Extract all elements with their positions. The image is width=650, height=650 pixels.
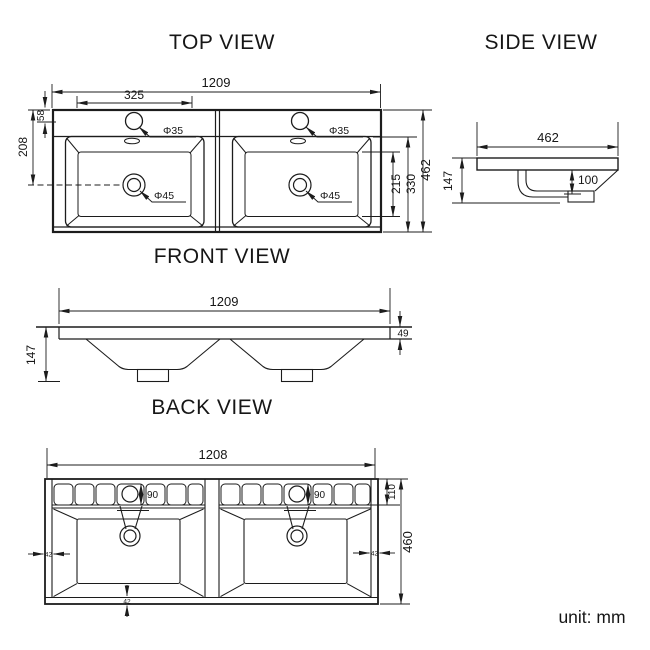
drain-dia-label-right: Φ45 (320, 190, 341, 202)
faucet-hole-left (126, 113, 143, 130)
faucet-span-label: 325 (123, 88, 145, 102)
back-view-title: BACK VIEW (151, 396, 273, 419)
top-view (16, 31, 433, 232)
bottom-gap-label: 42 (123, 598, 131, 606)
back-basin-bottom-right (244, 519, 347, 584)
deck-to-faucet-label: 58 (36, 109, 47, 122)
faucet-hole-right (292, 113, 309, 130)
side-view-bowl-inner-wall (526, 170, 568, 191)
basin-inner-depth-label: 215 (389, 173, 403, 195)
top-band-height-label: 110 (387, 484, 398, 500)
front-view-right-bowl (230, 339, 364, 370)
drain-hole-left-inner (128, 179, 141, 192)
faucet-dia-label-left: Φ35 (163, 125, 184, 137)
back-view-right-basin (219, 484, 371, 597)
back-drain-left-inner (124, 530, 136, 542)
top-view-left-basin (66, 113, 205, 228)
front-view-title: FRONT VIEW (153, 245, 291, 268)
back-view-outline (45, 479, 378, 604)
back-drain-right-outer (287, 526, 307, 546)
basin-outer-depth-label: 330 (404, 173, 418, 195)
front-height-label: 147 (24, 344, 38, 366)
side-view-counter-slab (477, 158, 618, 170)
back-view-dimensions (28, 447, 415, 617)
front-view (24, 245, 412, 382)
top-view-title: TOP VIEW (169, 31, 275, 54)
top-width-label: 1209 (201, 75, 231, 90)
apron-height-label: 49 (397, 328, 409, 340)
overflow-hole-left (122, 486, 138, 502)
bowl-depth-label: 100 (578, 173, 599, 187)
overflow-slot-left (125, 138, 140, 144)
edge-gap-label-left: 42 (44, 551, 53, 559)
side-height-label: 147 (441, 170, 455, 192)
back-height-label: 460 (400, 531, 415, 553)
side-depth-label: 462 (537, 130, 559, 145)
front-width-label: 1209 (209, 294, 239, 309)
back-view-left-basin (52, 484, 205, 597)
front-to-drain-label: 208 (16, 136, 30, 158)
side-view-back-slant (595, 170, 618, 191)
drain-hole-right-inner (294, 179, 307, 192)
top-depth-label: 462 (418, 159, 433, 181)
basin-bottom-left (78, 152, 191, 217)
basin-rim-right (233, 137, 372, 228)
back-drain-left-outer (120, 526, 140, 546)
edge-gap-label-right: 42 (370, 550, 379, 558)
unit-label: unit: mm (558, 607, 626, 627)
overflow-hole-right (289, 486, 305, 502)
basin-bevels-right (234, 138, 371, 226)
basin-bottom-right (245, 152, 358, 217)
front-view-left-drain (138, 370, 169, 382)
basin-rim-left (66, 137, 205, 228)
side-view (441, 31, 618, 203)
back-drain-right-inner (291, 530, 303, 542)
top-view-right-basin (233, 113, 372, 228)
back-width-label: 1208 (198, 447, 228, 462)
drain-dia-label-left: Φ45 (154, 190, 175, 202)
front-view-left-bowl (86, 339, 220, 370)
back-basin-bottom-left (77, 519, 180, 584)
overflow-offset-label-right: 90 (314, 490, 326, 501)
side-view-title: SIDE VIEW (484, 31, 598, 54)
front-view-right-drain (282, 370, 313, 382)
overflow-offset-label-left: 90 (147, 490, 159, 501)
back-view (28, 396, 415, 617)
faucet-dia-label-right: Φ35 (329, 125, 350, 137)
basin-bevels-left (67, 138, 204, 226)
front-view-dimensions (24, 288, 409, 382)
overflow-slot-right (291, 138, 306, 144)
